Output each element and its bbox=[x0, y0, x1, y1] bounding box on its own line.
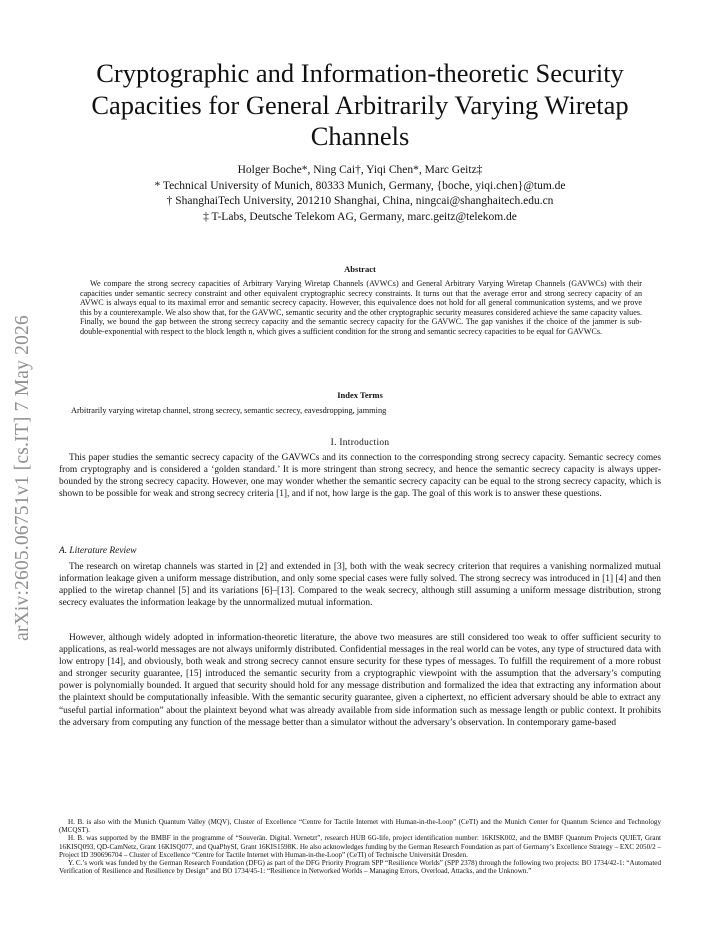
arxiv-identifier-text: arXiv:2605.06751v1 [cs.IT] 7 May 2026 bbox=[12, 315, 33, 641]
arxiv-identifier-stamp bbox=[3, 268, 43, 688]
affiliation-tum: * Technical University of Munich, 80333 Munich, Germany, {boche, yiqi.chen}@tum.de bbox=[154, 179, 566, 192]
paper-title: Cryptographic and Information-theoretic Security Capacities for General Arbitrarily Varying Wiretap Channels bbox=[91, 58, 629, 151]
footnote-funding-chen: Y. C.’s work was funded by the German Research Foundation (DFG) as part of the DFG Priority Program SPP “Resilience Worlds” (SPP 2378) through the following two projects: BO 1734/42-1: “Automated Verification of Resilience and Resilience by Design” and BO 1734/45-1: “Resilience in Networked Worlds – Managing Errors, Overload, Attacks, and the Unknown.” bbox=[59, 859, 661, 876]
literature-paragraph-2: However, although widely adopted in information-theoretic literature, the above two measures are still considered too weak to offer sufficient security to applications, as real-world messages are not always uniformly distributed. Confidential messages in the real world can be votes, any type of structured data with low entropy [14], and obviously, both weak and strong secrecy cannot ensure security for these types of messages. To fulfill the requirement of a more robust and stronger security guarantee, [15] introduced the semantic security from a cryptographic viewpoint with the assumption that the adversary’s computing power is polynomially bounded. It argued that security should hold for any message distribution and formalized the idea that extracting any information about the plaintext should be computationally infeasible. With the semantic security guarantee, given a ciphertext, no efficient adversary should be able to extract any “useful partial information” about the plaintext beyond what was already available from side information such as message length or public context. It prohibits the adversary from computing any function of the message better than a simulator without the adversary’s observation. In contemporary game-based bbox=[59, 633, 661, 728]
abstract-heading: Abstract bbox=[344, 264, 376, 274]
footnote-affiliation: H. B. is also with the Munich Quantum Valley (MQV), Cluster of Excellence “Centre for Tactile Internet with Human-in-the-Loop” (CeTI) and the Munich Center for Quantum Science and Technology (MCQST). bbox=[59, 818, 661, 835]
index-terms-heading: Index Terms bbox=[337, 390, 383, 400]
section-heading-introduction: I. Introduction bbox=[330, 438, 390, 448]
footnotes bbox=[59, 818, 661, 875]
affiliation-shanghaitech: † ShanghaiTech University, 201210 Shanghai, China, ningcai@shanghaitech.edu.cn bbox=[166, 195, 554, 207]
author-list: Holger Boche*, Ning Cai†, Yiqi Chen*, Marc Geitz‡ bbox=[237, 164, 483, 176]
subsection-heading-literature-review: A. Literature Review bbox=[59, 546, 137, 556]
index-terms-text: Arbitrarily varying wiretap channel, strong secrecy, semantic secrecy, eavesdropping, jamming bbox=[71, 406, 387, 415]
intro-paragraph: This paper studies the semantic secrecy capacity of the GAVWCs and its connection to the corresponding strong secrecy capacity. Semantic secrecy comes from cryptography and is considered a ‘golden standard.’ It is more stringent than strong secrecy, and hence the semantic secrecy capacity is always upper-bounded by the strong secrecy capacity. However, one may wonder whether the semantic secrecy capacity can be equal to the strong secrecy capacity, which is shown to be possible for weak and strong secrecy criteria [1], and if not, how large is the gap. The goal of this work is to answer these questions. bbox=[59, 453, 661, 500]
affiliation-tlabs: ‡ T-Labs, Deutsche Telekom AG, Germany, marc.geitz@telekom.de bbox=[203, 210, 517, 223]
author-block bbox=[40, 163, 680, 225]
literature-paragraph-1: The research on wiretap channels was started in [2] and extended in [3], both with the weak secrecy criterion that requires a vanishing normalized mutual information leakage given a uniform message distribution, and only some special cases were fully solved. The strong secrecy was introduced in [1] [4] and then applied to the wiretap channel [5] and its variations [6]–[13]. Compared to the weak secrecy, although still assuming a uniform message distribution, strong secrecy evaluates the information leakage by the unnormalized mutual information. bbox=[59, 562, 661, 609]
abstract-text: We compare the strong secrecy capacities of Arbitrary Varying Wiretap Channels (AVWCs) and General Arbitrary Varying Wiretap Channels (GAVWCs) with their capacities under semantic secrecy constraint and other equivalent cryptographic secrecy constraints. It turns out that the average error and strong secrecy capacity of an AVWC is always equal to its maximal error and semantic secrecy capacity. However, this equivalence does not hold for all general communication systems, and we prove this by a counterexample. We also show that, for the GAVWC, semantic security and the other cryptographic security measures considered achieve the same capacity values. Finally, we bound the gap between the strong secrecy capacity and the semantic secrecy capacity for the GAVWC. The gap vanishes if the choice of the jammer is sub-double-exponential with respect to the block length n, which gives a sufficient condition for the strong and semantic secrecy capacities to be equal for GAVWCs. bbox=[80, 279, 642, 336]
footnote-funding-boche: H. B. was supported by the BMBF in the programme of “Souverän. Digital. Vernetzt”, research HUB 6G-life, project identification number: 16KISK002, and the BMBF Quantum Projects QUIET, Grant 16KISQ093, QD-CamNetz, Grant 16KISQ077, and QuaPhySI, Grant 16KIS1598K. He also acknowledges funding by the German Research Foundation as part of Germany’s Excellence Strategy – EXC 2050/2 – Project ID 390696704 – Cluster of Excellence “Centre for Tactile Internet with Human-in-the-Loop” (CeTI) of Technische Universität Dresden. bbox=[59, 834, 661, 859]
